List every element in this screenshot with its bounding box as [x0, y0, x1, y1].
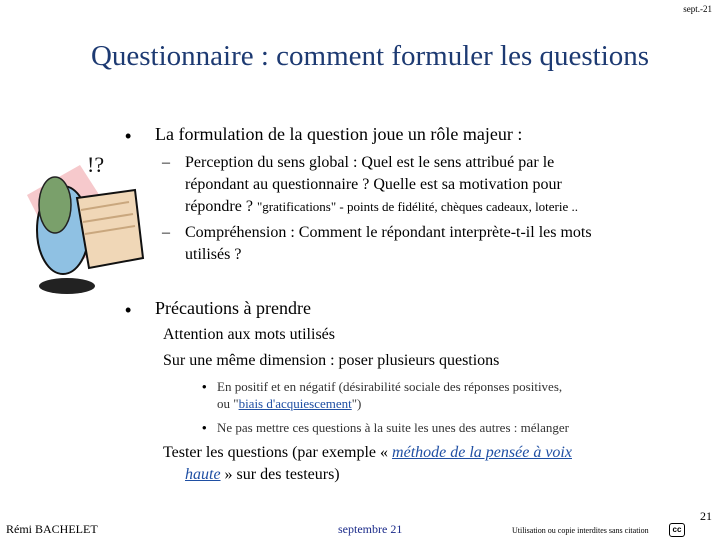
- biais-acquiescement-link[interactable]: biais d'acquiescement: [238, 396, 352, 411]
- subbullet-text: "): [351, 396, 362, 411]
- svg-text:!?: !?: [87, 152, 105, 177]
- subbullet-line: [217, 395, 687, 412]
- subitem-line: [185, 196, 665, 218]
- subitem-line: Perception du sens global : Quel est le sens attribué par le: [185, 154, 555, 171]
- subitem-line: répondant au questionnaire ? Quelle est sa motivation pour: [185, 176, 562, 193]
- dash-icon: –: [162, 224, 170, 241]
- subitem-comprehension: [185, 222, 665, 266]
- bullet-text: La formulation de la question joue un rôle majeur :: [155, 124, 523, 144]
- methode-pensee-voix-haute-link-cont[interactable]: haute: [185, 466, 221, 483]
- test-text: » sur des testeurs): [220, 466, 340, 483]
- bullet-icon: •: [125, 300, 132, 320]
- bullet-text: Précautions à prendre: [155, 298, 311, 318]
- test-questions-text: [163, 442, 663, 486]
- header-date: sept.-21: [683, 4, 712, 14]
- subitem-line: Compréhension : Comment le répondant interprète-t-il les mots: [185, 224, 592, 241]
- subbullet-line: Ne pas mettre ces questions à la suite les unes des autres : mélanger: [217, 420, 569, 435]
- subitem-note: "gratifications" - points de fidélité, chèques cadeaux, loterie ..: [256, 199, 579, 214]
- test-line: [163, 464, 663, 486]
- footer-author: Rémi BACHELET: [6, 522, 98, 536]
- bullet-icon: •: [125, 126, 132, 146]
- cc-icon: cc: [669, 523, 685, 537]
- subitem-perception: [185, 152, 665, 218]
- dash-icon: –: [162, 154, 170, 171]
- footer-date: septembre 21: [338, 522, 403, 536]
- subbullet-line: En positif et en négatif (désirabilité sociale des réponses positives,: [217, 379, 563, 394]
- subbullet-text: ou ": [217, 396, 239, 411]
- footer-license: Utilisation ou copie interdites sans citation: [512, 526, 649, 535]
- test-line: [163, 442, 663, 464]
- precaution-line: Attention aux mots utilisés: [163, 326, 335, 343]
- subitem-line: utilisés ?: [185, 246, 242, 263]
- subbullet-positive-negative: [217, 378, 687, 412]
- slide-title: Questionnaire : comment formuler les questions: [90, 40, 650, 72]
- bullet-icon: •: [202, 420, 207, 435]
- subitem-line-text: répondre ?: [185, 198, 253, 215]
- methode-pensee-voix-haute-link[interactable]: méthode de la pensée à voix: [392, 444, 572, 461]
- bullet-icon: •: [202, 379, 207, 394]
- test-text: Tester les questions (par exemple «: [163, 444, 393, 461]
- precaution-line: Sur une même dimension : poser plusieurs questions: [163, 352, 500, 369]
- confused-reader-illustration: [25, 150, 145, 300]
- page-number: 21: [700, 509, 712, 523]
